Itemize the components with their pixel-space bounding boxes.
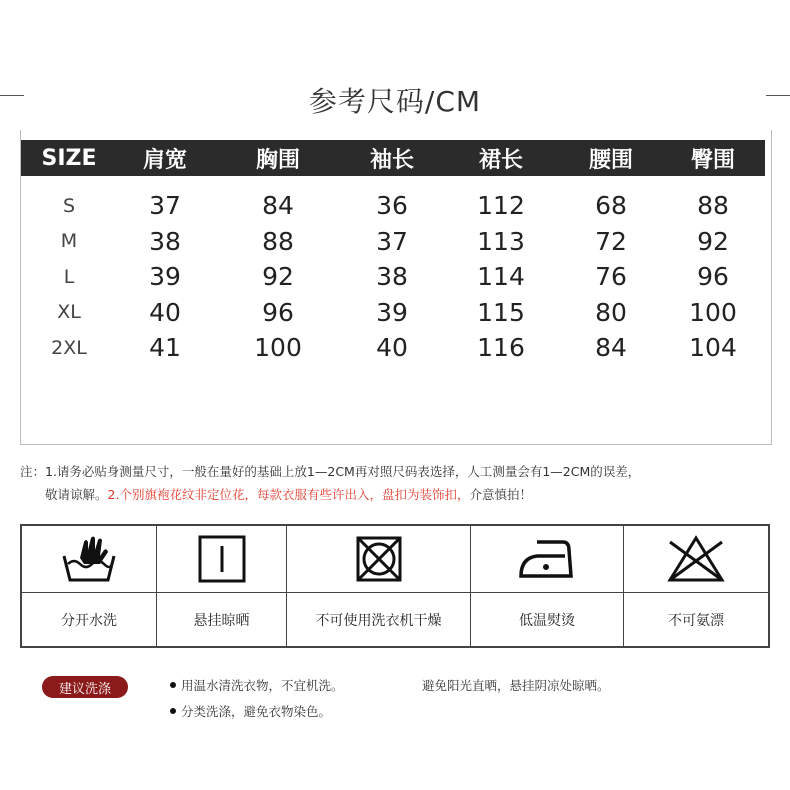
table-cell: 114 bbox=[477, 262, 525, 292]
table-cell: 104 bbox=[689, 333, 737, 363]
size-note bbox=[20, 460, 780, 506]
no-tumble-dry-icon bbox=[354, 534, 404, 584]
care-item bbox=[624, 526, 768, 646]
list-item bbox=[422, 676, 610, 694]
header-sleeve: 袖长 bbox=[369, 147, 414, 173]
size-label: M bbox=[60, 230, 78, 253]
care-item bbox=[157, 526, 287, 646]
table-cell: 37 bbox=[376, 226, 408, 256]
care-item bbox=[287, 526, 471, 646]
size-label: L bbox=[63, 265, 75, 288]
table-cell: 84 bbox=[262, 191, 294, 221]
table-cell: 39 bbox=[149, 262, 181, 292]
tip-text: 分类洗涤，避免衣物染色。 bbox=[181, 704, 332, 719]
table-cell: 115 bbox=[477, 297, 525, 327]
care-label: 悬挂晾晒 bbox=[193, 612, 250, 629]
table-cell: 92 bbox=[262, 262, 294, 292]
size-label: 2XL bbox=[51, 336, 87, 359]
size-label: XL bbox=[57, 301, 81, 324]
table-cell: 38 bbox=[149, 226, 181, 256]
table-cell: 40 bbox=[376, 333, 408, 363]
care-item bbox=[471, 526, 624, 646]
header-hip: 臀围 bbox=[690, 147, 735, 173]
table-cell: 80 bbox=[595, 297, 627, 327]
care-label: 分开水洗 bbox=[61, 612, 117, 629]
table-cell: 84 bbox=[595, 333, 627, 363]
care-label: 不可使用洗衣机干燥 bbox=[315, 612, 442, 629]
table-cell: 112 bbox=[477, 191, 525, 221]
wash-advice-badge: 建议洗涤 bbox=[42, 676, 128, 698]
header-size: SIZE bbox=[41, 145, 97, 171]
table-cell: 76 bbox=[595, 262, 627, 292]
note-suffix: 介意慎拍！ bbox=[469, 487, 532, 502]
list-item bbox=[170, 676, 344, 694]
table-cell: 116 bbox=[477, 333, 525, 363]
note-line-2 bbox=[20, 483, 780, 506]
header-dress-length: 裙长 bbox=[478, 147, 523, 173]
header-shoulder: 肩宽 bbox=[142, 147, 187, 173]
table-cell: 41 bbox=[149, 333, 181, 363]
table-row bbox=[21, 259, 765, 295]
care-item bbox=[22, 526, 157, 646]
table-cell: 37 bbox=[149, 191, 181, 221]
care-instructions-table bbox=[20, 524, 770, 648]
note-warning: 2.个别旗袍花纹非定位花，每款衣服有些许出入，盘扣为装饰扣， bbox=[107, 487, 470, 502]
table-cell: 92 bbox=[697, 226, 729, 256]
table-row bbox=[21, 224, 765, 260]
table-cell: 88 bbox=[697, 191, 729, 221]
bullet-icon bbox=[170, 682, 176, 688]
table-cell: 40 bbox=[149, 297, 181, 327]
hand-wash-icon bbox=[58, 534, 120, 584]
header-bust: 胸围 bbox=[255, 147, 300, 173]
table-cell: 100 bbox=[689, 297, 737, 327]
table-cell: 39 bbox=[376, 297, 408, 327]
table-cell: 96 bbox=[697, 262, 729, 292]
table-cell: 113 bbox=[477, 226, 525, 256]
table-row bbox=[21, 330, 765, 366]
header-waist: 腰围 bbox=[588, 147, 633, 173]
no-bleach-icon bbox=[664, 534, 728, 584]
list-item bbox=[170, 702, 331, 720]
care-label: 低温熨烫 bbox=[519, 612, 575, 629]
table-cell: 68 bbox=[595, 191, 627, 221]
bullet-icon bbox=[170, 708, 176, 714]
size-chart-body bbox=[21, 188, 765, 366]
size-label: S bbox=[62, 194, 76, 217]
size-chart bbox=[20, 130, 772, 445]
note-line-1: 注：1.请务必贴身测量尺寸，一般在量好的基础上放1—2CM再对照尺码表选择，人工测量会有1—2CM的误差， bbox=[20, 464, 641, 479]
table-cell: 36 bbox=[376, 191, 408, 221]
size-chart-header bbox=[21, 140, 765, 176]
table-cell: 38 bbox=[376, 262, 408, 292]
table-cell: 88 bbox=[262, 226, 294, 256]
tip-text: 用温水清洗衣物，不宜机洗。 bbox=[181, 678, 344, 693]
hang-dry-icon bbox=[197, 534, 247, 584]
table-cell: 96 bbox=[262, 297, 294, 327]
page-title: 参考尺码/CM bbox=[308, 85, 482, 118]
note-prefix: 敬请谅解。 bbox=[45, 487, 108, 502]
iron-low-icon bbox=[517, 536, 577, 582]
table-row bbox=[21, 188, 765, 224]
table-cell: 72 bbox=[595, 226, 627, 256]
tip-text: 避免阳光直晒，悬挂阴凉处晾晒。 bbox=[422, 678, 610, 693]
table-cell: 100 bbox=[254, 333, 302, 363]
care-label: 不可氨漂 bbox=[668, 612, 724, 629]
table-row bbox=[21, 295, 765, 331]
